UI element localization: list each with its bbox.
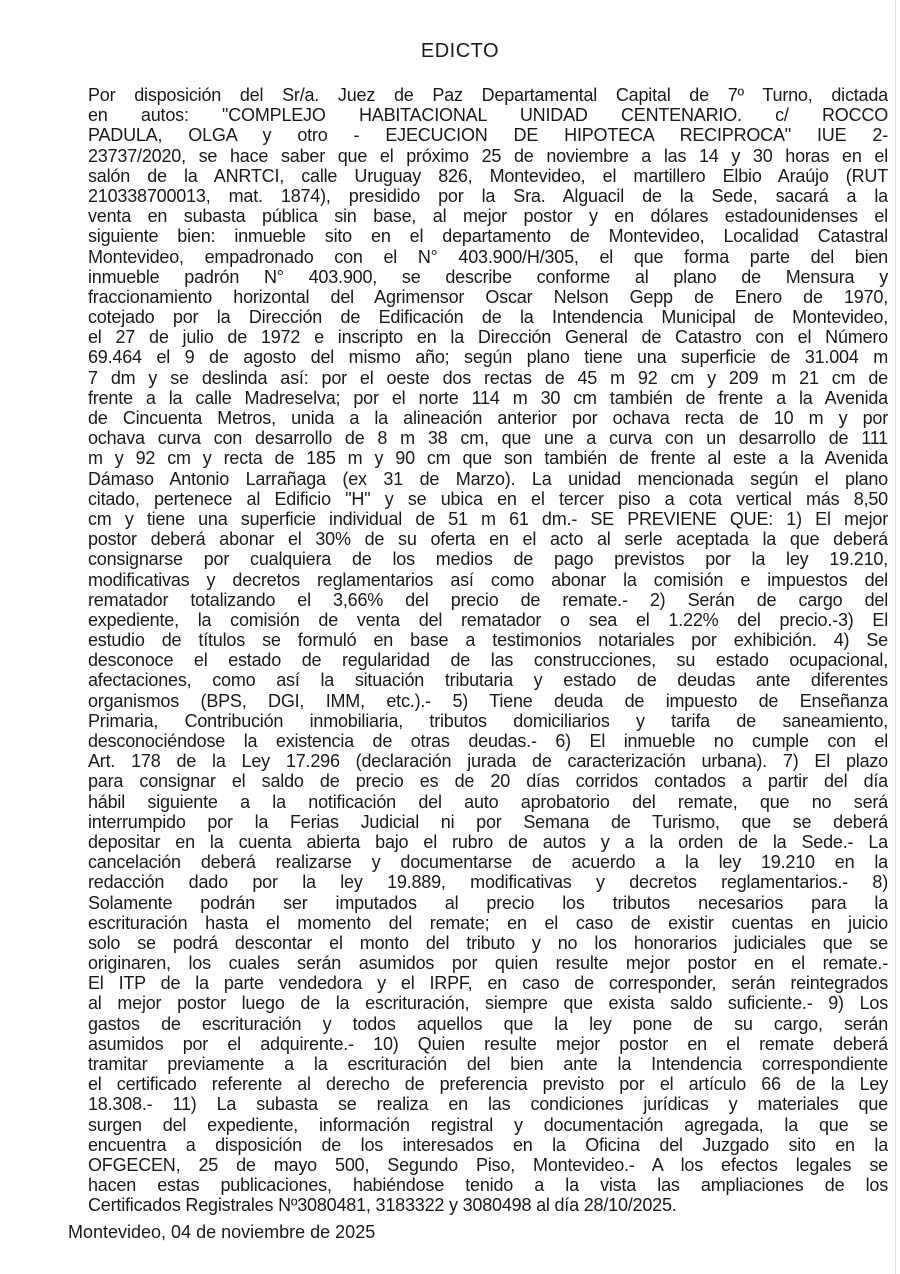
text-line: cancelación deberá realizarse y documentarse de acuerdo a la ley 19.210 en la [88,852,888,873]
text-line: Certificados Registrales Nº3080481, 3183322 y 3080498 al día 28/10/2025. [88,1195,677,1216]
edict-body [88,85,888,1216]
text-line: siguiente bien: inmueble sito en el departamento de Montevideo, Localidad Catastral [88,226,888,247]
text-line: encuentra a disposición de los interesados en la Oficina del Juzgado sito en la [88,1134,888,1155]
text-line: 18.308.- 11) La subasta se realiza en las condiciones jurídicas y materiales que [88,1094,888,1115]
text-line: para consignar el saldo de precio es de 20 días corridos contados a partir del día [88,771,888,792]
text-line: el certificado referente al derecho de preferencia previsto por el artículo 66 de la Ley [88,1074,888,1095]
text-line: consignarse por cualquiera de los medios de pago previstos por la ley 19.210, [88,549,888,570]
text-line: El ITP de la parte vendedora y el IRPF, en caso de corresponder, serán reintegrados [88,973,888,994]
text-line: de Cincuenta Metros, unida a la alineación anterior por ochava recta de 10 m y por [88,408,888,428]
text-line: desconoce el estado de regularidad de las construcciones, su estado ocupacional, [88,650,888,671]
text-line: PADULA, OLGA y otro - EJECUCION DE HIPOTECA RECIPROCA" IUE 2- [88,125,888,146]
text-line: Solamente podrán ser imputados al precio los tributos necesarios para la [88,892,888,913]
text-line: interrumpido por la Ferias Judicial ni por Semana de Turismo, que se deberá [88,811,888,832]
text-line: 210338700013, mat. 1874), presidido por la Sra. Alguacil de la Sede, sacará a la [88,185,888,206]
text-line: salón de la ANRTCI, calle Uruguay 826, Montevideo, el martillero Elbio Araújo (RUT [88,165,888,186]
text-line: Art. 178 de la Ley 17.296 (declaración jurada de caracterización urbana). 7) El plazo [88,751,888,772]
text-line: 69.464 el 9 de agosto del mismo año; según plano tiene una superficie de 31.004 m [88,347,888,368]
text-line: cm y tiene una superficie individual de 51 m 61 dm.- SE PREVIENE QUE: 1) El mejor [88,508,888,529]
text-line: citado, pertenece al Edificio "H" y se ubica en el tercer piso a cota vertical más 8,50 [88,488,888,509]
text-line: venta en subasta pública sin base, al mejor postor y en dólares estadounidenses el [88,206,888,227]
text-line: asumidos por el adquirente.- 10) Quien resulte mejor postor en el remate deberá [88,1033,888,1054]
text-line: rematador totalizando el 3,66% del precio de remate.- 2) Serán de cargo del [88,589,888,610]
text-line: Montevideo, empadronado con el N° 403.900/H/305, el que forma parte del bien [88,246,888,267]
text-line: afectaciones, como así la situación tributaria y estado de deudas ante diferentes [88,670,888,691]
text-line: estudio de títulos se formuló en base a testimonios notariales por exhibición. 4) Se [88,630,888,651]
text-line: fraccionamiento horizontal del Agrimensor Oscar Nelson Gepp de Enero de 1970, [88,286,888,307]
text-line: organismos (BPS, DGI, IMM, etc.).- 5) Tiene deuda de impuesto de Enseñanza [88,690,888,711]
text-line: hacen estas publicaciones, habiéndose tenido a la vista las ampliaciones de los [88,1175,888,1196]
text-line: al mejor postor luego de la escrituración, siempre que exista saldo suficiente.- 9) Los [88,993,888,1014]
text-line: postor deberá abonar el 30% de su oferta en el acto al serle aceptada la que deberá [88,529,888,550]
text-line: en autos: "COMPLEJO HABITACIONAL UNIDAD CENTENARIO. c/ ROCCO [88,105,888,126]
text-line: escrituración hasta el momento del remate; en el caso de existir cuentas en juicio [88,912,888,933]
page-edge-divider [895,0,896,1274]
text-line: frente a la calle Madreselva; por el norte 114 m 30 cm también de frente a la Avenida [88,387,888,408]
text-line: solo se podrá descontar el monto del tributo y no los honorarios judiciales que se [88,932,888,953]
text-line: 23737/2020, se hace saber que el próximo 25 de noviembre a las 14 y 30 horas en el [88,145,888,166]
text-line: inmueble padrón N° 403.900, se describe conforme al plano de Mensura y [88,266,888,287]
text-line: Por disposición del Sr/a. Juez de Paz Departamental Capital de 7º Turno, dictada [88,85,888,105]
text-line: originaren, los cuales serán asumidos por quien resulte mejor postor en el remate.- [88,953,888,974]
text-line: hábil siguiente a la notificación del auto aprobatorio del remate, que no será [88,791,888,812]
text-line: desconociéndose la existencia de otras deudas.- 6) El inmueble no cumple con el [88,731,888,751]
text-line: redacción dado por la ley 19.889, modificativas y decretos reglamentarios.- 8) [88,872,888,893]
date-line: Montevideo, 04 de noviembre de 2025 [68,1222,376,1242]
text-line: tramitar previamente a la escrituración del bien ante la Intendencia correspondiente [88,1054,888,1074]
text-line: OFGECEN, 25 de mayo 500, Segundo Piso, Montevideo.- A los efectos legales se [88,1154,888,1175]
text-line: depositar en la cuenta abierta bajo el rubro de autos y a la orden de la Sede.- La [88,831,888,852]
text-line: surgen del expediente, información registral y documentación agregada, la que se [88,1114,888,1135]
text-line: Dámaso Antonio Larrañaga (ex 31 de Marzo). La unidad mencionada según el plano [88,468,888,489]
text-line: 7 dm y se deslinda así: por el oeste dos rectas de 45 m 92 cm y 209 m 21 cm de [88,367,888,388]
text-line: cotejado por la Dirección de Edificación de la Intendencia Municipal de Montevideo, [88,307,888,328]
text-line: modificativas y decretos reglamentarios así como abonar la comisión e impuestos del [88,569,888,590]
text-line: expediente, la comisión de venta del rematador o sea el 1.22% del precio.-3) El [88,609,888,630]
document-title: EDICTO [420,40,500,62]
text-line: el 27 de julio de 1972 e inscripto en la Dirección General de Catastro con el Número [88,327,888,348]
text-line: m y 92 cm y recta de 185 m y 90 cm que son también de frente al este a la Avenida [88,448,888,469]
text-line: Primaria, Contribución inmobiliaria, tributos domiciliarios y tarifa de saneamiento, [88,710,888,731]
text-line: ochava curva con desarrollo de 8 m 38 cm, que une a curva con un desarrollo de 111 [88,428,888,449]
text-line: gastos de escrituración y todos aquellos que la ley pone de su cargo, serán [88,1013,888,1034]
